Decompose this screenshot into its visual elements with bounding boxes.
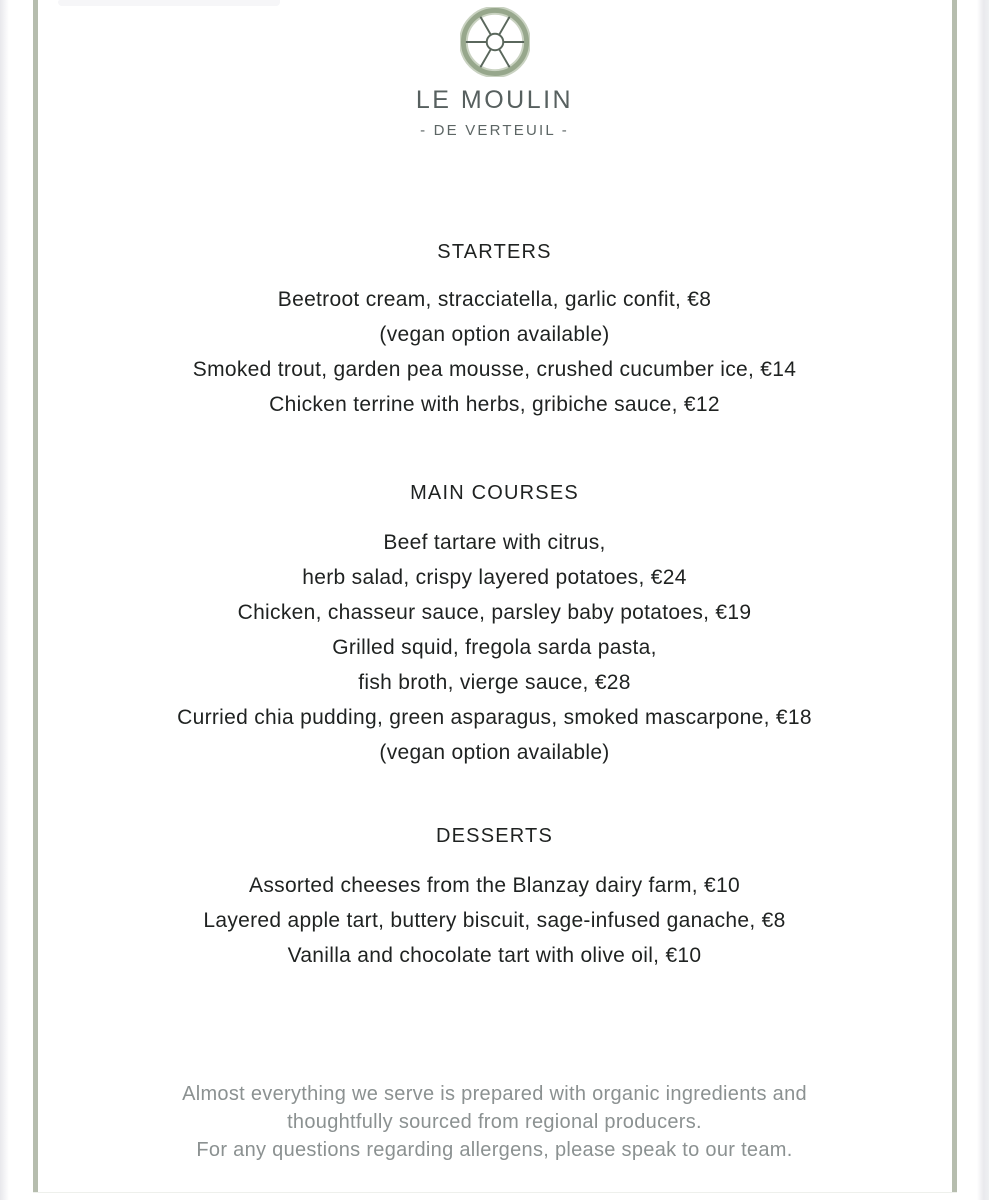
brand-header (0, 7, 989, 139)
menu-item-line: Layered apple tart, buttery biscuit, sage-infused ganache, €8 (203, 909, 786, 932)
menu-item-line: (vegan option available) (379, 323, 610, 346)
section-title-desserts: DESSERTS (435, 824, 554, 847)
menu-item-line: Curried chia pudding, green asparagus, smoked mascarpone, €18 (177, 706, 812, 729)
menu-item-line: fish broth, vierge sauce, €28 (358, 671, 631, 694)
footer-note-line: Almost everything we serve is prepared with organic ingredients and (182, 1083, 807, 1105)
menu-item-line: Grilled squid, fregola sarda pasta, (332, 636, 657, 659)
page-edge-shadow-left (0, 0, 9, 1200)
menu-item-line: herb salad, crispy layered potatoes, €24 (302, 566, 687, 589)
menu-border-bottom (33, 1192, 957, 1193)
menu-item-line: Smoked trout, garden pea mousse, crushed cucumber ice, €14 (192, 358, 797, 381)
menu-item-line: Chicken, chasseur sauce, parsley baby potatoes, €19 (237, 601, 752, 624)
menu-item-line: (vegan option available) (379, 741, 610, 764)
section-title-starters: STARTERS (437, 240, 552, 263)
section-items-starters (38, 282, 951, 422)
menu-item-line: Beef tartare with citrus, (383, 531, 606, 554)
menu-item-line: Vanilla and chocolate tart with olive oil, €10 (287, 944, 702, 967)
section-title-main-courses: MAIN COURSES (410, 481, 579, 504)
brand-subtitle: - DE VERTEUIL - (420, 122, 569, 139)
menu-item-line: Assorted cheeses from the Blanzay dairy farm, €10 (249, 874, 740, 897)
footer-note-line: thoughtfully sourced from regional producers. (287, 1111, 702, 1133)
top-ui-fragment (58, 0, 280, 6)
section-items-desserts (38, 868, 951, 973)
menu-border-right (952, 0, 957, 1193)
menu-item-line: Chicken terrine with herbs, gribiche sauce, €12 (269, 393, 720, 416)
footer-note-line: For any questions regarding allergens, please speak to our team. (196, 1139, 793, 1161)
windmill-wheel-icon (460, 7, 530, 77)
menu-item-line: Beetroot cream, stracciatella, garlic confit, €8 (277, 288, 712, 311)
section-items-main-courses (38, 525, 951, 770)
footer-note (38, 1080, 951, 1164)
brand-name: LE MOULIN (415, 86, 574, 114)
page-edge-shadow-right (977, 0, 989, 1200)
